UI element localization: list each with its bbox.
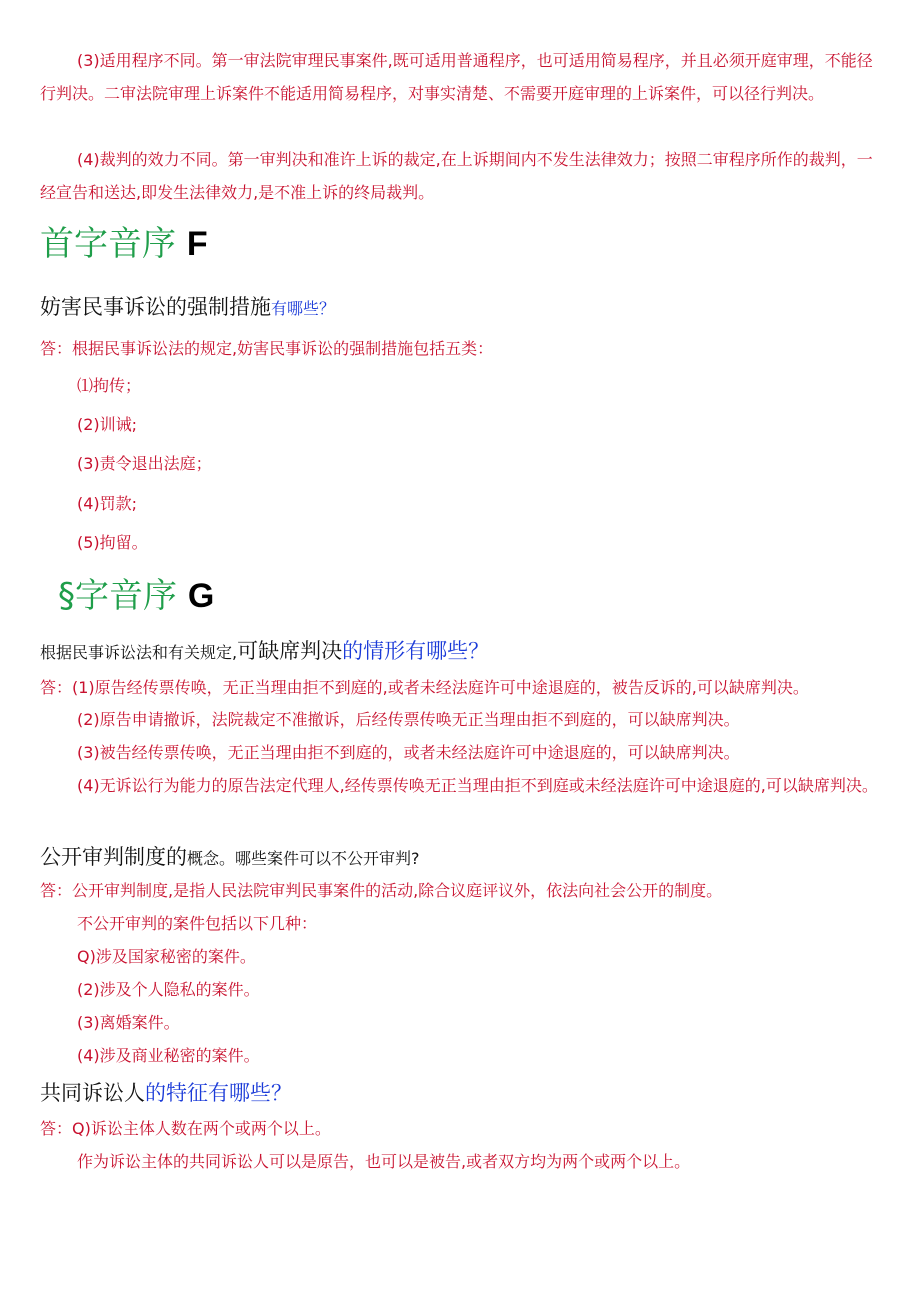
question-2-tail: 的情形有哪些？: [342, 639, 490, 663]
answer-3-item-1: Q)涉及国家秘密的案件。: [77, 947, 256, 966]
answer-2-line-1: 答：(1)原告经传票传唤，无正当理由拒不到庭的,或者未经法庭许可中途退庭的，被告反诉的,可以缺席判决。: [40, 678, 809, 697]
answer-3-line-1: 答：公开审判制度,是指人民法院审判民事案件的活动,除合议庭评议外，依法向社会公开的制度。: [40, 881, 723, 900]
question-4: [40, 1078, 292, 1110]
question-1-tail: 有哪些？: [271, 299, 336, 318]
answer-2-line-4: (4)无诉讼行为能力的原告法定代理人,经传票传唤无正当理由拒不到庭或未经法庭许可中途退庭的,可以缺席判决。: [77, 776, 878, 795]
question-2: [40, 636, 489, 668]
paragraph-4: (4)裁判的效力不同。第一审判决和准许上诉的裁定,在上诉期间内不发生法律效力；按照二审程序所作的裁判，一经宣告和送达,即发生法律效力,是不准上诉的终局裁判。: [40, 150, 873, 202]
answer-1-item-1: ⑴拘传；: [77, 376, 142, 395]
answer-3-line-2: 不公开审判的案件包括以下几种：: [77, 914, 318, 933]
answer-3-item-2: (2)涉及个人隐私的案件。: [77, 980, 260, 999]
question-2-prefix: 根据民事诉讼法和有关规定,: [40, 643, 238, 662]
answer-4-line-1: 答：Q)诉讼主体人数在两个或两个以上。: [40, 1119, 331, 1138]
answer-2-line-3: (3)被告经传票传唤，无正当理由拒不到庭的，或者未经法庭许可中途退庭的，可以缺席判决。: [77, 743, 740, 762]
question-4-main: 共同诉讼人: [40, 1081, 145, 1105]
answer-2-line-2: (2)原告申请撤诉，法院裁定不准撤诉，后经传票传唤无正当理由拒不到庭的，可以缺席判决。: [77, 710, 740, 729]
heading-g-letter: G: [187, 577, 215, 615]
heading-g: [58, 576, 214, 616]
question-3: [40, 842, 420, 874]
paragraph-3: (3)适用程序不同。第一审法院审理民事案件,既可适用普通程序，也可适用简易程序，并且必须开庭审理，不能径行判决。二审法院审理上诉案件不能适用简易程序，对事实清楚、不需要开庭审理的上诉案件，可以径行判决。: [40, 51, 873, 103]
answer-3-item-4: (4)涉及商业秘密的案件。: [77, 1046, 260, 1065]
question-1-main: 妨害民事诉讼的强制措施: [40, 295, 271, 319]
heading-f-text: 首字音序: [40, 224, 176, 264]
question-2-main: 可缺席判决: [237, 639, 343, 663]
answer-1-item-4: (4)罚款;: [77, 494, 138, 513]
answer-4-line-2: 作为诉讼主体的共同诉讼人可以是原告，也可以是被告,或者双方均为两个或两个以上。: [77, 1152, 691, 1171]
heading-f-letter: F: [186, 225, 208, 263]
heading-g-text: §字音序: [58, 576, 177, 616]
answer-1-item-5: (5)拘留。: [77, 533, 148, 552]
answer-1-item-2: (2)训诫;: [77, 415, 138, 434]
question-3-main: 公开审判制度的: [40, 845, 187, 869]
answer-3-item-3: (3)离婚案件。: [77, 1013, 180, 1032]
question-3-tail: 概念。哪些案件可以不公开审判?: [187, 849, 420, 868]
answer-1-intro: 答：根据民事诉讼法的规定,妨害民事诉讼的强制措施包括五类：: [40, 339, 494, 358]
answer-1-item-3: (3)责令退出法庭；: [77, 454, 212, 473]
question-1: [40, 292, 335, 324]
question-4-tail: 的特征有哪些？: [145, 1081, 292, 1105]
heading-f: [40, 224, 208, 264]
